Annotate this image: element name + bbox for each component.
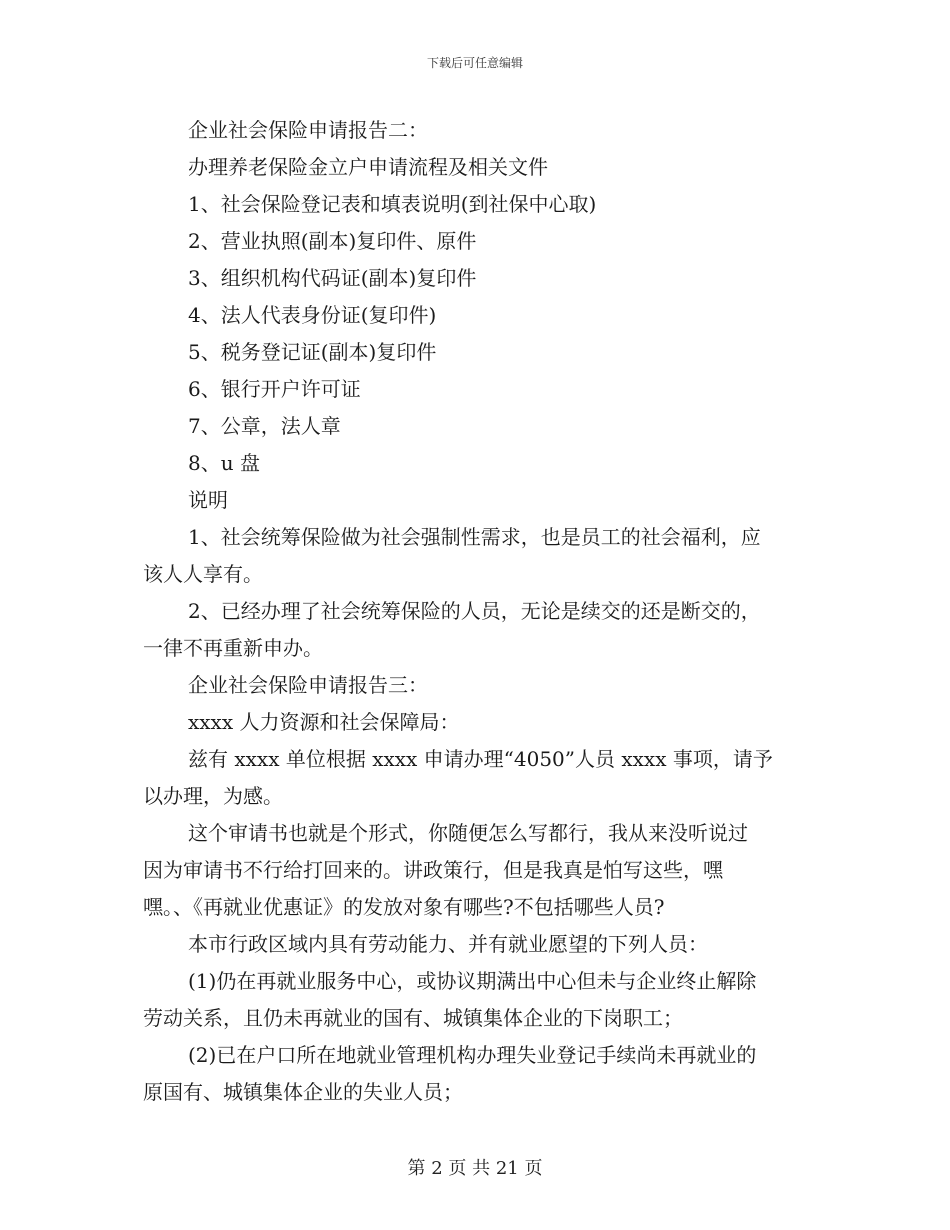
page-number: 第 2 页 共 21 页 [407, 1158, 543, 1179]
section-heading-report-2: 企业社会保险申请报告二： [188, 118, 428, 142]
document-body [143, 112, 807, 1111]
list-item: 6、银行开户许可证 [188, 377, 361, 401]
section-subheading: 办理养老保险金立户申请流程及相关文件 [188, 155, 548, 179]
paragraph-line: 嘿。、《再就业优惠证》的发放对象有哪些?不包括哪些人员? [143, 895, 665, 919]
salutation: xxxx 人力资源和社会保障局： [188, 710, 460, 734]
list-item: 3、组织机构代码证(副本)复印件 [188, 266, 477, 290]
paragraph-line: 兹有 xxxx 单位根据 xxxx 申请办理“4050”人员 xxxx 事项，请予 [188, 747, 773, 771]
paragraph-line: 以办理，为感。 [143, 784, 283, 808]
paragraph-line: 这个审请书也就是个形式，你随便怎么写都行，我从来没听说过 [188, 821, 748, 845]
paragraph-line: 一律不再重新申办。 [143, 636, 323, 660]
paragraph-line: 2、已经办理了社会统筹保险的人员，无论是续交的还是断交的， [188, 599, 761, 623]
paragraph-line: 该人人享有。 [143, 562, 263, 586]
list-item: 2、营业执照(副本)复印件、原件 [188, 229, 477, 253]
list-item: 7、公章，法人章 [188, 414, 341, 438]
paragraph-line: 原国有、城镇集体企业的失业人员； [143, 1080, 463, 1104]
paragraph-line: 劳动关系，且仍未再就业的国有、城镇集体企业的下岗职工； [143, 1006, 683, 1030]
section-heading-report-3: 企业社会保险申请报告三： [188, 673, 428, 697]
paragraph-line: 1、社会统筹保险做为社会强制性需求，也是员工的社会福利，应 [188, 525, 761, 549]
list-item: 8、u 盘 [188, 451, 260, 475]
notes-heading: 说明 [188, 488, 228, 512]
list-item: 5、税务登记证(副本)复印件 [188, 340, 437, 364]
page-header: 下载后可任意编辑 [426, 56, 523, 70]
list-item: 1、社会保险登记表和填表说明(到社保中心取) [188, 192, 597, 216]
paragraph-line: 因为审请书不行给打回来的。讲政策行，但是我真是怕写这些，嘿 [143, 858, 723, 882]
paragraph-line: (2)已在户口所在地就业管理机构办理失业登记手续尚未再就业的 [188, 1043, 757, 1067]
list-item: 4、法人代表身份证(复印件) [188, 303, 437, 327]
paragraph-line: 本市行政区域内具有劳动能力、并有就业愿望的下列人员： [188, 932, 708, 956]
paragraph-line: (1)仍在再就业服务中心，或协议期满出中心但未与企业终止解除 [188, 969, 757, 993]
